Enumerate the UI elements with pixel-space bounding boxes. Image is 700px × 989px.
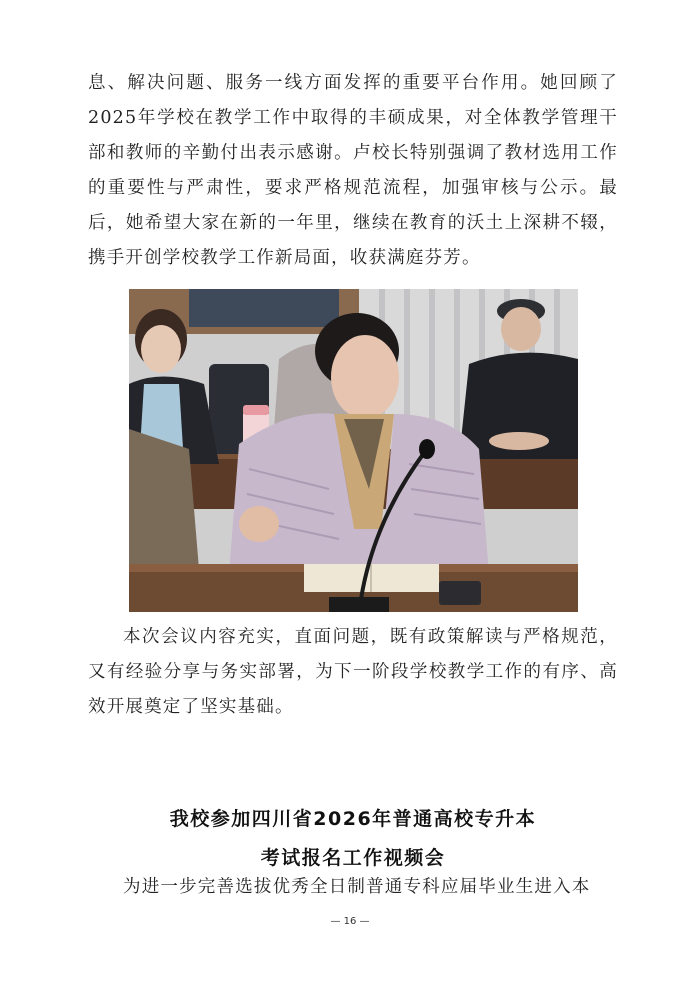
- section-heading-line2: 考试报名工作视频会: [260, 847, 446, 869]
- body-paragraph-top: 息、解决问题、服务一线方面发挥的重要平台作用。她回顾了2025年学校在教学工作中取得的丰硕成果，对全体教学管理干部和教师的辛勤付出表示感谢。卢校长特别强调了教材选用工作的重要性与严肃性，要求严格规范流程，加强审核与公示。最后，她希望大家在新的一年里，继续在教育的沃土上深耕不辍， 携手开创学校教学工作新局面，收获满庭芬芳。: [88, 73, 618, 268]
- body-paragraph-middle: 本次会议内容充实，直面问题，既有政策解读与严格规范，又有经验分享与务实部署，为下一阶段学校教学工作的有序、高效开展奠定了坚实基础。: [88, 627, 618, 717]
- meeting-photo: [129, 289, 578, 612]
- page-number: — 16 —: [330, 916, 370, 927]
- section-heading-line1: 我校参加四川省2026年普通高校专升本: [169, 808, 537, 830]
- body-paragraph-bottom: 为进一步完善选拔优秀全日制普通专科应届毕业生进入本: [123, 877, 591, 897]
